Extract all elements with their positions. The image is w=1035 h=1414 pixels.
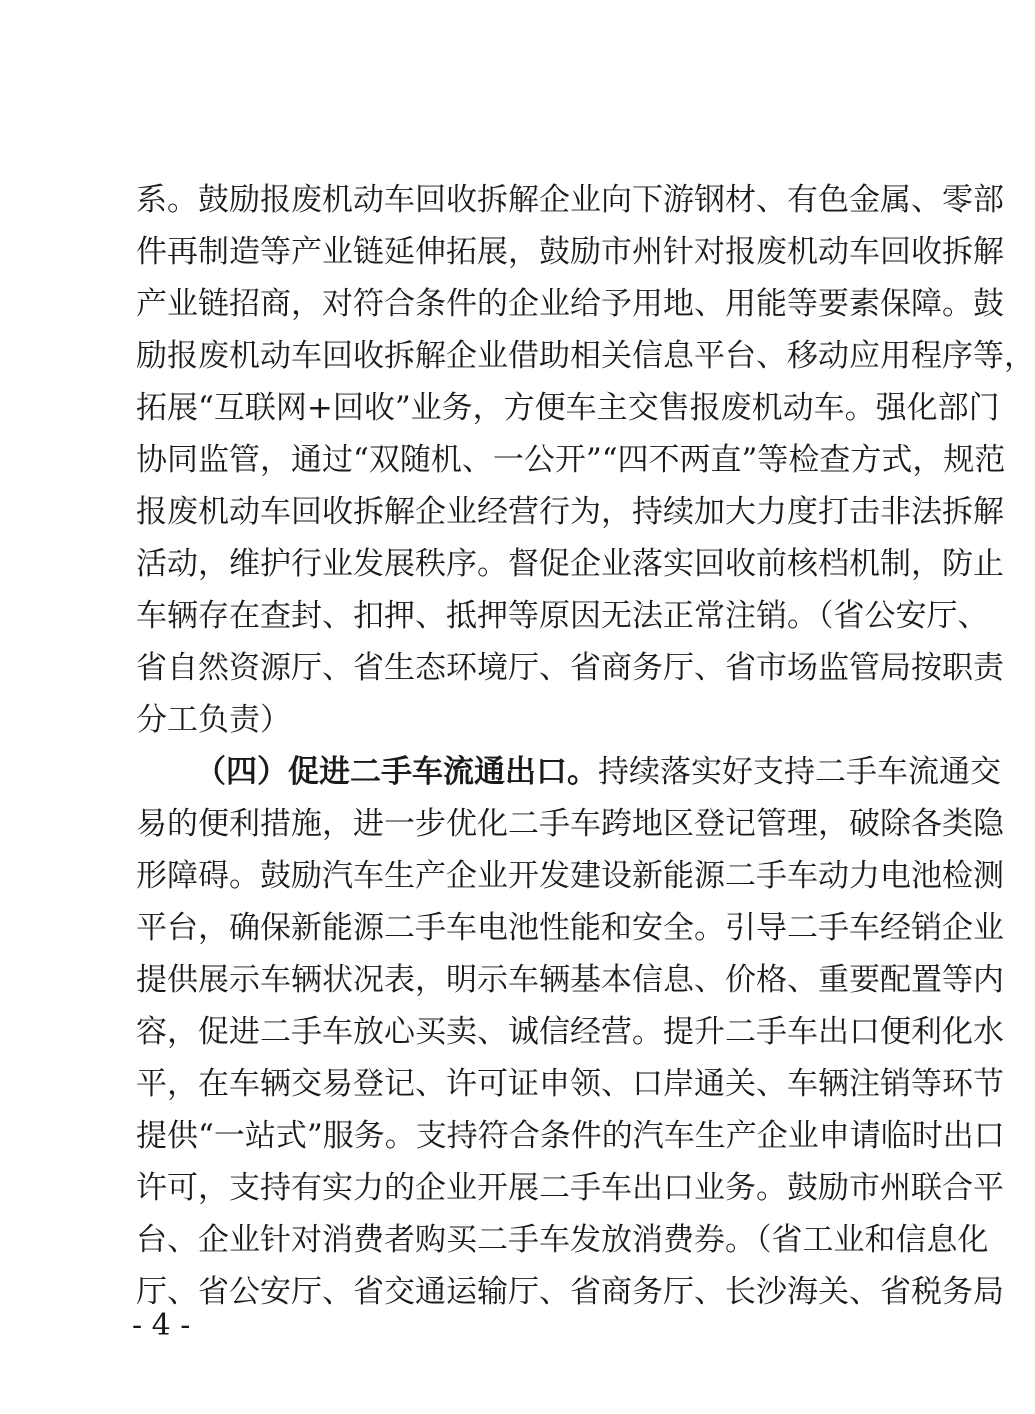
paragraph-line: 易的便利措施，进一步优化二手车跨地区登记管理，破除各类隐 bbox=[136, 806, 1004, 842]
paragraph-line: 厅、省公安厅、省交通运输厅、省商务厅、长沙海关、省税务局 bbox=[136, 1274, 1004, 1310]
section-four-first-line bbox=[195, 748, 1001, 796]
paragraph-line: 拓展“互联网+回收”业务，方便车主交售报废机动车。强化部门 bbox=[136, 390, 1000, 426]
section-heading: （四）促进二手车流通出口。 bbox=[195, 754, 598, 790]
paragraph-line: 活动，维护行业发展秩序。督促企业落实回收前核档机制，防止 bbox=[136, 546, 1004, 582]
paragraph-line: 协同监管，通过“双随机、一公开”“四不两直”等检查方式，规范 bbox=[136, 442, 1006, 478]
paragraph-line: 车辆存在查封、扣押、抵押等原因无法正常注销。（省公安厅、 bbox=[136, 598, 989, 634]
paragraph-line: 平，在车辆交易登记、许可证申领、口岸通关、车辆注销等环节 bbox=[136, 1066, 1004, 1102]
paragraph-line: 许可，支持有实力的企业开展二手车出口业务。鼓励市州联合平 bbox=[136, 1170, 1004, 1206]
paragraph-line: 提供展示车辆状况表，明示车辆基本信息、价格、重要配置等内 bbox=[136, 962, 1004, 998]
paragraph-line: 报废机动车回收拆解企业经营行为，持续加大力度打击非法拆解 bbox=[136, 494, 1004, 530]
paragraph-line: 系。鼓励报废机动车回收拆解企业向下游钢材、有色金属、零部 bbox=[136, 182, 1004, 218]
paragraph-line: 提供“一站式”服务。支持符合条件的汽车生产企业申请临时出口 bbox=[136, 1118, 1005, 1154]
paragraph-line: 平台，确保新能源二手车电池性能和安全。引导二手车经销企业 bbox=[136, 910, 1004, 946]
paragraph-line: 形障碍。鼓励汽车生产企业开发建设新能源二手车动力电池检测 bbox=[136, 858, 1004, 894]
paragraph-line: 件再制造等产业链延伸拓展，鼓励市州针对报废机动车回收拆解 bbox=[136, 234, 1004, 270]
section-text: 持续落实好支持二手车流通交 bbox=[598, 754, 1001, 790]
paragraph-line: 容，促进二手车放心买卖、诚信经营。提升二手车出口便利化水 bbox=[136, 1014, 1004, 1050]
page-number: - 4 - bbox=[132, 1308, 191, 1343]
paragraph-line: 台、企业针对消费者购买二手车发放消费券。（省工业和信息化 bbox=[136, 1222, 989, 1258]
paragraph-line: 省自然资源厅、省生态环境厅、省商务厅、省市场监管局按职责 bbox=[136, 650, 1004, 686]
paragraph-line: 产业链招商，对符合条件的企业给予用地、用能等要素保障。鼓 bbox=[136, 286, 1004, 322]
paragraph-line: 励报废机动车回收拆解企业借助相关信息平台、移动应用程序等， bbox=[136, 338, 1035, 374]
paragraph-line: 分工负责） bbox=[136, 702, 291, 738]
